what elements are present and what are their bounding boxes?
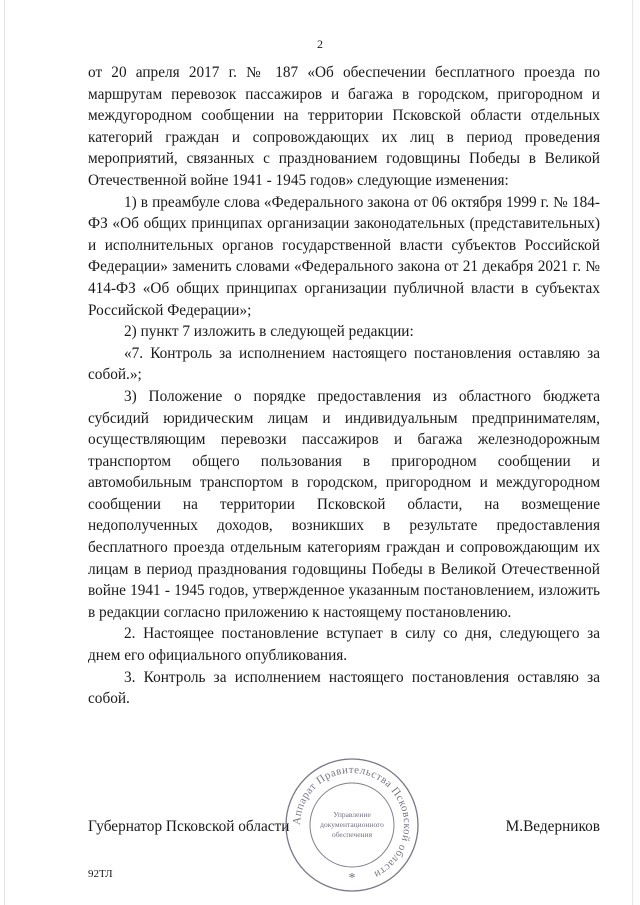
paragraph: от 20 апреля 2017 г. № 187 «Об обеспечении бесплатного проезда по маршрутам перевозок пассажиров и багажа в городском, пригородном и междугородном сообщении на территории Псковской области отдельных категорий граждан и сопровождающих их лиц в период проведения мероприятий, связанных с празднованием годовщины Победы в Великой Отечественной войне 1941 - 1945 годов» следующие изменения: <box>88 64 600 189</box>
svg-text:обеспечения: обеспечения <box>331 830 373 839</box>
signatory-title: Губернатор Псковской области <box>88 818 290 835</box>
svg-text:Управление: Управление <box>333 810 371 819</box>
page-number: 2 <box>317 37 323 51</box>
paragraph: 3. Контроль за исполнением настоящего постановления оставляю за собой. <box>88 668 600 708</box>
paragraph: 2. Настоящее постановление вступает в силу со дня, следующего за днем его официального опубликования. <box>88 625 600 665</box>
svg-text:документационного: документационного <box>320 820 384 829</box>
signatory-name: М.Ведерников <box>505 818 600 835</box>
scan-edge-left <box>4 0 5 905</box>
paragraph: 1) в преамбуле слова «Федерального закона от 06 октября 1999 г. № 184-ФЗ «Об общих принципах организации законодательных (представительных) и исполнительных органов государственной власти субъектов Российской Федерации» заменить словами «Федерального закона от 21 декабря 2021 г. № 414-ФЗ «Об общих принципах организации публичной власти в субъектах Российской Федерации»; <box>88 193 600 319</box>
paragraph: «7. Контроль за исполнением настоящего постановления оставляю за собой.»; <box>88 344 600 384</box>
stamp-ring-text: Аппарат Правительства Псковской области <box>290 763 414 881</box>
official-seal-stamp <box>282 755 422 895</box>
paragraph: 2) пункт 7 изложить в следующей редакции: <box>124 323 414 341</box>
scan-edge-right <box>632 0 633 905</box>
svg-text:*: * <box>348 871 356 886</box>
paragraph: 3) Положение о порядке предоставления из областного бюджета субсидий юридическим лицам и индивидуальным предпринимателям, осуществляющим перевозки пассажиров и багажа железнодорожным транспортом общего пользования в пригородном сообщении и автомобильным транспортом в городском, пригородном и междугородном сообщении на территории Псковской области, на возмещение недополученных доходов, возникших в результате предоставления бесплатного проезда отдельным категориям граждан и сопровождающим их лицам в период празднования годовщины Победы в Великой Отечественной войне 1941 - 1945 годов, утвержденное указанным постановлением, изложить в редакции согласно приложению к настоящему постановлению. <box>88 387 600 621</box>
document-code: 92ТЛ <box>88 868 113 880</box>
document-body <box>88 62 600 710</box>
